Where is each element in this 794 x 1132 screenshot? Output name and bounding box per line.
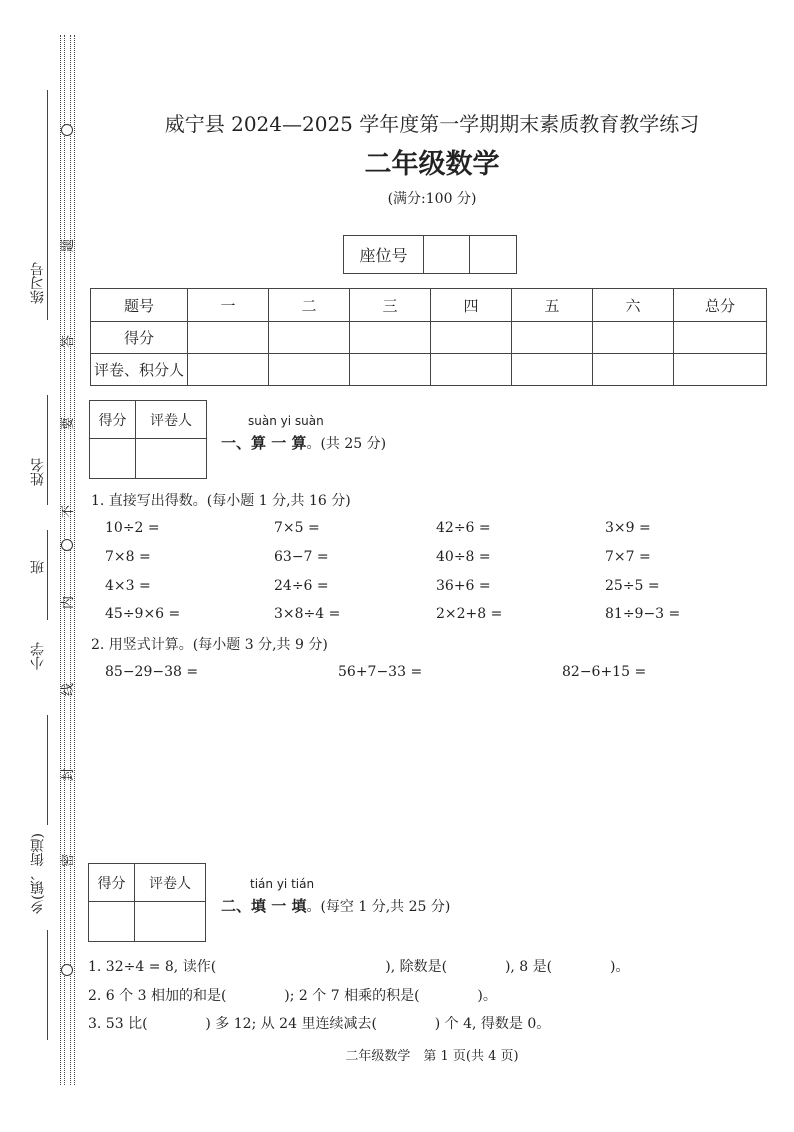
grader-box-cell[interactable] [136, 439, 207, 479]
exam-title: 威宁县 2024—2025 学年度第一学期期末素质教育教学练习 [164, 112, 700, 136]
score-cell[interactable] [593, 322, 674, 354]
score-cell[interactable] [674, 354, 767, 386]
seal-char: 答 [61, 334, 77, 349]
score-cell[interactable] [188, 354, 269, 386]
full-score: (满分:100 分) [387, 191, 477, 207]
section1-pinyin: suàn yi suàn [248, 414, 324, 428]
calc-item[interactable]: 81÷9−3 = [605, 606, 681, 622]
score-table [90, 288, 767, 386]
seal-char: 内 [61, 595, 77, 610]
page-footer: 二年级数学 第 1 页(共 4 页) [345, 1049, 519, 1064]
section2-score-box [88, 863, 206, 942]
calc-item[interactable]: 63−7 = [274, 549, 329, 565]
section2-points: 。(每空 1 分,共 25 分) [306, 899, 451, 915]
seal-char: 要 [61, 416, 77, 431]
school-label: 小学 [30, 642, 46, 670]
score-header: 一 [188, 289, 269, 322]
seal-char: 题 [61, 238, 77, 253]
section1-points: 。(共 25 分) [306, 436, 387, 452]
calc-item[interactable]: 10÷2 = [105, 520, 160, 536]
score-box-label: 得分 [90, 401, 136, 439]
score-row-label: 得分 [91, 322, 188, 354]
calc-item[interactable]: 40÷8 = [436, 549, 491, 565]
seat-number-label: 座位号 [344, 236, 424, 274]
score-header: 五 [512, 289, 593, 322]
name-label: 姓名 [30, 458, 46, 486]
score-header: 六 [593, 289, 674, 322]
seal-char: 线 [61, 682, 77, 697]
practice-number-label: 练习号 [30, 262, 46, 304]
score-cell[interactable] [350, 322, 431, 354]
calc-item[interactable]: 7×5 = [274, 520, 320, 536]
score-cell[interactable] [269, 354, 350, 386]
grader-box-label: 评卷人 [135, 864, 206, 902]
seal-char: 封 [61, 767, 77, 782]
score-cell[interactable] [431, 322, 512, 354]
q2-title: 2. 用竖式计算。(每小题 3 分,共 9 分) [91, 637, 328, 653]
score-cell[interactable] [674, 322, 767, 354]
seat-number-box[interactable] [424, 236, 470, 274]
score-header: 四 [431, 289, 512, 322]
calc-item[interactable]: 3×8÷4 = [274, 606, 341, 622]
section1-title [221, 432, 386, 453]
vertical-calc-item[interactable]: 82−6+15 = [562, 664, 647, 680]
q1-title: 1. 直接写出得数。(每小题 1 分,共 16 分) [91, 493, 351, 509]
vertical-calc-item[interactable]: 56+7−33 = [338, 664, 423, 680]
township-label: 乡(镇、街道) [30, 833, 46, 914]
calc-item[interactable]: 25÷5 = [605, 578, 660, 594]
score-cell[interactable] [512, 322, 593, 354]
calc-item[interactable]: 7×8 = [105, 549, 151, 565]
binding-hole [61, 964, 73, 976]
calc-item[interactable]: 36+6 = [436, 578, 491, 594]
score-cell[interactable] [593, 354, 674, 386]
score-box-label: 得分 [89, 864, 135, 902]
binding-hole [61, 539, 73, 551]
calc-item[interactable]: 42÷6 = [436, 520, 491, 536]
grader-box-cell[interactable] [135, 902, 206, 942]
section2-heading: 二、填 一 填 [221, 897, 307, 915]
section2-pinyin: tián yi tián [250, 877, 315, 891]
score-cell[interactable] [431, 354, 512, 386]
seat-number-box[interactable] [470, 236, 517, 274]
score-box-cell[interactable] [89, 902, 135, 942]
score-header: 总分 [674, 289, 767, 322]
section1-heading: 一、算 一 算 [221, 434, 307, 452]
class-label: 班 [30, 560, 46, 574]
score-header: 三 [350, 289, 431, 322]
score-row-label: 评卷、积分人 [91, 354, 188, 386]
calc-item[interactable]: 2×2+8 = [436, 606, 503, 622]
section1-score-box [89, 400, 207, 479]
fill-question[interactable]: 2. 6 个 3 相加的和是( ); 2 个 7 相乘的积是( )。 [88, 988, 497, 1004]
vertical-calc-item[interactable]: 85−29−38 = [105, 664, 199, 680]
calc-item[interactable]: 24÷6 = [274, 578, 329, 594]
subject-title: 二年级数学 [364, 149, 500, 180]
seal-char: 密 [61, 853, 77, 868]
score-header: 二 [269, 289, 350, 322]
calc-item[interactable]: 45÷9×6 = [105, 606, 181, 622]
score-cell[interactable] [512, 354, 593, 386]
calc-item[interactable]: 4×3 = [105, 578, 151, 594]
score-cell[interactable] [350, 354, 431, 386]
score-header: 题号 [91, 289, 188, 322]
grader-box-label: 评卷人 [136, 401, 207, 439]
score-box-cell[interactable] [90, 439, 136, 479]
fill-question[interactable]: 1. 32÷4 = 8, 读作( ), 除数是( ), 8 是( )。 [88, 959, 630, 975]
calc-item[interactable]: 3×9 = [605, 520, 651, 536]
calc-item[interactable]: 7×7 = [605, 549, 651, 565]
score-cell[interactable] [269, 322, 350, 354]
section2-title [221, 895, 450, 916]
fill-question[interactable]: 3. 53 比( ) 多 12; 从 24 里连续减去( ) 个 4, 得数是 0。 [88, 1016, 551, 1032]
seat-number-table [343, 235, 517, 274]
score-cell[interactable] [188, 322, 269, 354]
seal-char: 不 [61, 504, 77, 519]
